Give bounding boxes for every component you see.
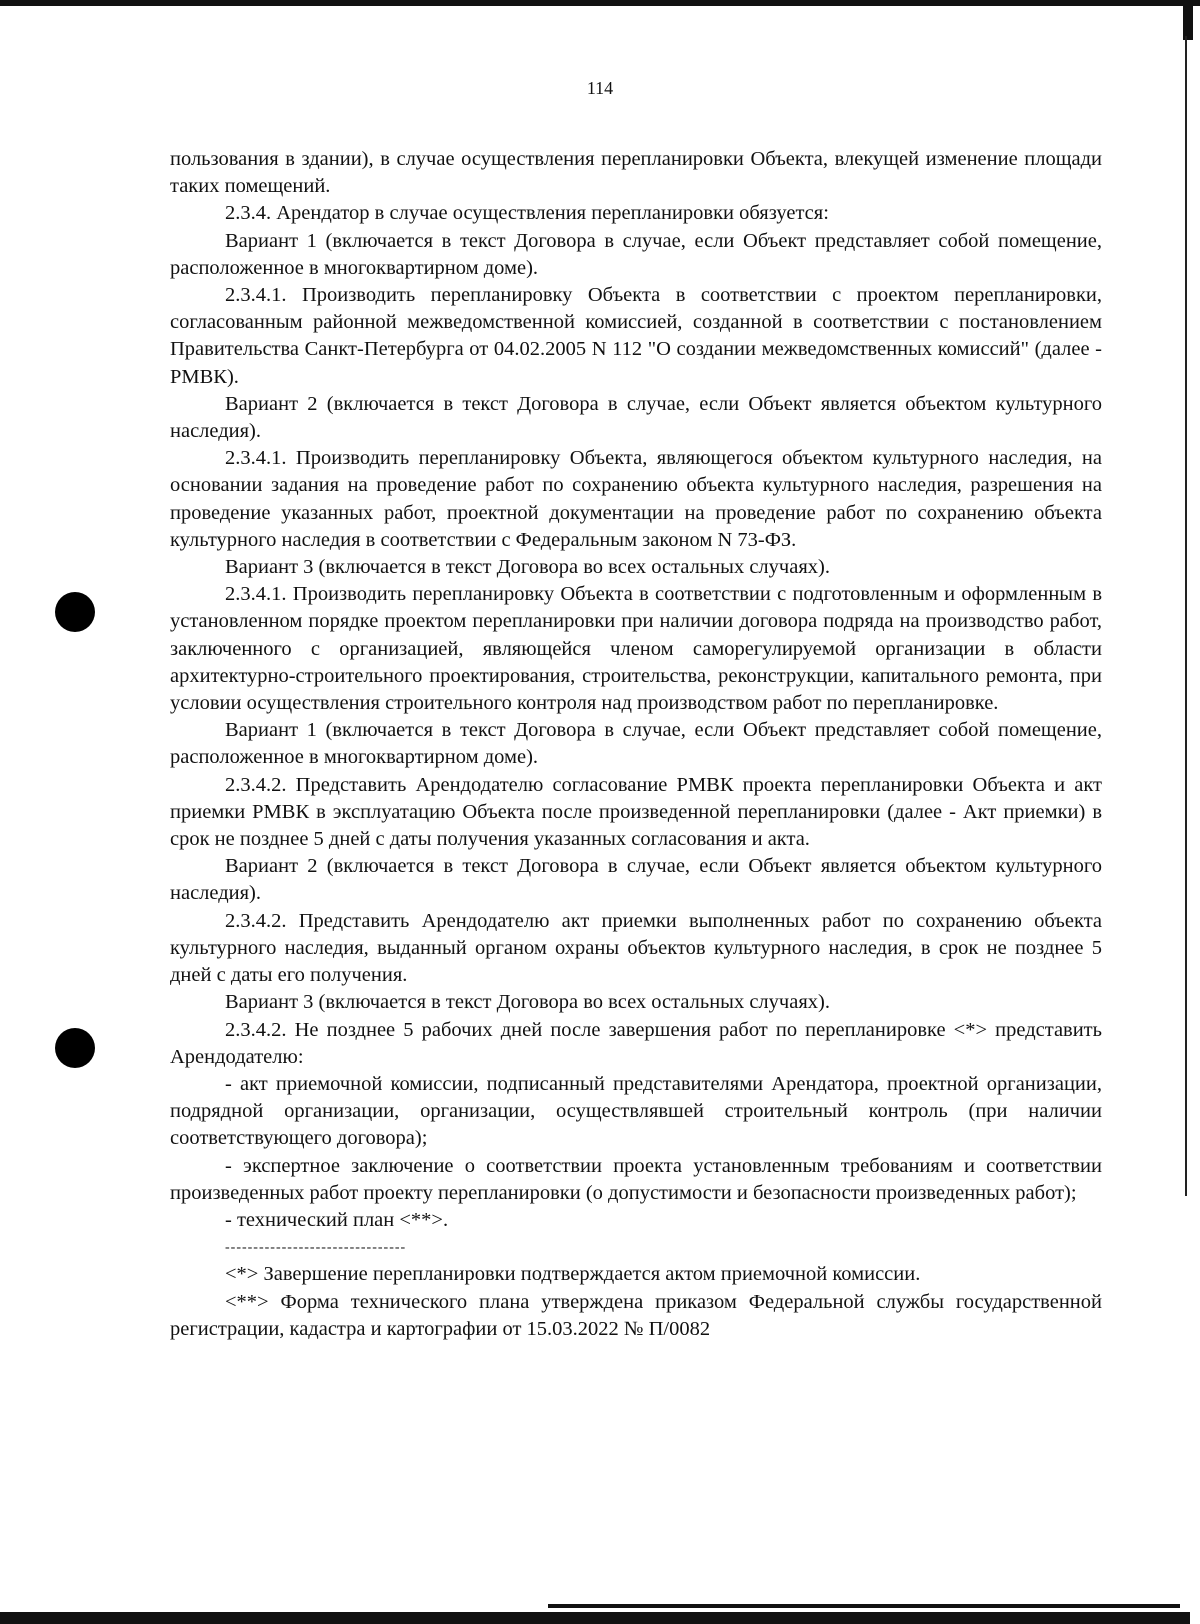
paragraph-2-3-4-2-v3: 2.3.4.2. Не позднее 5 рабочих дней после завершения работ по перепланировке <*> представить Арендодателю: <box>170 1018 1102 1068</box>
punch-hole-bottom <box>55 1028 95 1068</box>
paragraph-variant-2: Вариант 2 (включается в текст Договора в случае, если Объект является объектом культурного наследия). <box>170 392 1102 443</box>
paragraph-variant-1: Вариант 1 (включается в текст Договора в случае, если Объект представляет собой помещение, расположенное в многоквартирном доме). <box>170 229 1102 279</box>
list-item-expert-opinion: - экспертное заключение о соответствии проекта установленным требованиям и соответствии произведенных работ проекту перепланировки (о допустимости и безопасности произведенных работ); <box>170 1154 1102 1204</box>
paragraph-2-3-4-1-v2: 2.3.4.1. Производить перепланировку Объекта, являющегося объектом культурного наследия, на основании задания на проведение работ по сохранению объекта культурного наследия, разрешения на проведение указанных работ, проектной документации на проведение работ по сохранению объекта культурного наследия в соответствии с Федеральным законом N 73-ФЗ. <box>170 447 1102 551</box>
paragraph-variant-3: Вариант 3 (включается в текст Договора во всех остальных случаях). <box>225 556 830 579</box>
scan-line-right <box>1185 36 1187 1196</box>
paragraph-variant-1-b: Вариант 1 (включается в текст Договора в случае, если Объект представляет собой помещение, расположенное в многоквартирном доме). <box>170 719 1102 769</box>
punch-hole-top <box>55 592 95 632</box>
document-body <box>170 146 1102 1343</box>
scan-edge-top <box>0 0 1200 6</box>
paragraph-2-3-4: 2.3.4. Арендатор в случае осуществления перепланировки обязуется: <box>225 202 829 225</box>
paragraph-variant-3-b: Вариант 3 (включается в текст Договора во всех остальных случаях). <box>225 991 830 1014</box>
list-item-technical-plan: - технический план <**>. <box>225 1208 449 1231</box>
footnote-separator: -------------------------------- <box>225 1240 407 1256</box>
footnote-1: <*> Завершение перепланировки подтверждается актом приемочной комиссии. <box>225 1263 921 1286</box>
scan-bottom-strip <box>548 1604 1180 1608</box>
paragraph-2-3-4-1-v3: 2.3.4.1. Производить перепланировку Объекта в соответствии с подготовленным и оформленным в установленном порядке проектом перепланировки при наличии договора подряда на производство работ, заключенного с организацией, являющейся членом саморегулируемой организации в области архитектурно-строительного проектирования, строительства, реконструкции, капитального ремонта, при условии осуществления строительного контроля над производством работ по перепланировке. <box>170 583 1102 715</box>
paragraph-continuation: пользования в здании), в случае осуществления перепланировки Объекта, влекущей изменение площади таких помещений. <box>170 148 1102 198</box>
list-item-act: - акт приемочной комиссии, подписанный представителями Арендатора, проектной организации, подрядной организации, организации, осуществлявшей строительный контроль (при наличии соответствующего договора); <box>170 1072 1102 1150</box>
paragraph-2-3-4-2-v2: 2.3.4.2. Представить Арендодателю акт приемки выполненных работ по сохранению объекта культурного наследия, выданный органом охраны объектов культурного наследия, в срок не позднее 5 дней с даты его получения. <box>170 909 1102 987</box>
paragraph-2-3-4-1-v1: 2.3.4.1. Производить перепланировку Объекта в соответствии с проектом перепланировки, согласованным районной межведомственной комиссией, созданной в соответствии с постановлением Правительства Санкт-Петербурга от 04.02.2005 N 112 "О создании межведомственных комиссий" (далее - РМВК). <box>170 284 1102 388</box>
footnote-2: <**> Форма технического плана утверждена приказом Федеральной службы государственной регистрации, кадастра и картографии от 15.03.2022 № П/0082 <box>170 1290 1102 1340</box>
scan-edge-bottom <box>0 1612 1190 1624</box>
page-number: 114 <box>586 78 614 98</box>
paragraph-2-3-4-2-v1: 2.3.4.2. Представить Арендодателю согласование РМВК проекта перепланировки Объекта и акт приемки РМВК в эксплуатацию Объекта после произведенной перепланировки (далее - Акт приемки) в срок не позднее 5 дней с даты получения указанных согласования и акта. <box>170 773 1102 851</box>
paragraph-variant-2-b: Вариант 2 (включается в текст Договора в случае, если Объект является объектом культурного наследия). <box>170 855 1102 905</box>
scan-edge-right <box>1183 0 1193 40</box>
